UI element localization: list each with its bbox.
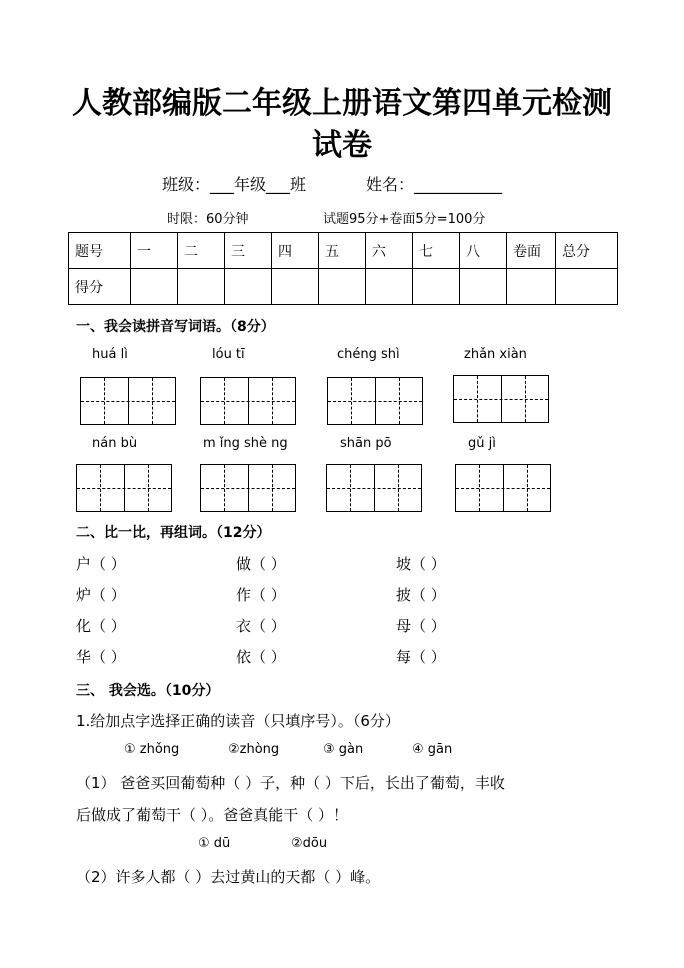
score-note: 试题95分+卷面5分=100分: [323, 212, 486, 227]
name-label: 姓名：___________: [366, 175, 503, 194]
score-row-label: 得分: [69, 269, 131, 305]
score-header-cell: 二: [178, 233, 225, 269]
score-cell[interactable]: [178, 269, 225, 305]
writing-grid[interactable]: [80, 377, 176, 425]
score-header-cell: 三: [225, 233, 272, 269]
score-header-cell: 六: [366, 233, 413, 269]
pinyin-6: m ǐng shè ng: [203, 436, 288, 451]
section3-heading: 三、 我会选。（10分）: [76, 683, 220, 699]
compare-item[interactable]: 每（ ）: [396, 648, 446, 666]
compare-item[interactable]: 炉（ ）: [76, 586, 126, 604]
score-table-header-row: [69, 233, 618, 269]
sentence-1a[interactable]: （1） 爸爸买回葡萄种（ ）子，种（ ）下后，长出了葡萄，丰收: [76, 774, 505, 792]
compare-item[interactable]: 作（ ）: [236, 586, 286, 604]
score-cell[interactable]: [413, 269, 460, 305]
option: ③ gàn: [323, 742, 364, 757]
score-cell[interactable]: [507, 269, 556, 305]
score-header-cell: 五: [319, 233, 366, 269]
score-cell[interactable]: [460, 269, 507, 305]
title-line-2: 试卷: [312, 128, 372, 163]
compare-item[interactable]: 披（ ）: [396, 586, 446, 604]
writing-grid[interactable]: [455, 464, 551, 512]
option: ②dōu: [291, 836, 328, 851]
score-table-score-row: [69, 269, 618, 305]
score-header-cell: 八: [460, 233, 507, 269]
question-1: 1.给加点字选择正确的读音（只填序号）。（6分）: [76, 712, 400, 730]
title-line-1: 人教部编版二年级上册语文第四单元检测: [72, 86, 612, 121]
option: ① zhǒng: [124, 742, 180, 757]
pinyin-1: huá lì: [92, 347, 128, 362]
compare-item[interactable]: 化（ ）: [76, 617, 126, 635]
compare-item[interactable]: 依（ ）: [236, 648, 286, 666]
pinyin-8: gǔ jì: [468, 436, 496, 451]
score-cell[interactable]: [319, 269, 366, 305]
score-header-cell: 七: [413, 233, 460, 269]
pinyin-4: zhǎn xiàn: [464, 347, 527, 362]
writing-grid[interactable]: [326, 464, 422, 512]
score-cell[interactable]: [556, 269, 618, 305]
compare-item[interactable]: 母（ ）: [396, 617, 446, 635]
score-header-cell: 卷面: [507, 233, 556, 269]
pinyin-7: shān pō: [340, 436, 392, 451]
score-cell[interactable]: [131, 269, 178, 305]
compare-item[interactable]: 华（ ）: [76, 648, 126, 666]
class-label: 班级：___年级___班: [162, 175, 307, 194]
writing-grid[interactable]: [76, 464, 172, 512]
compare-item[interactable]: 坡（ ）: [396, 555, 446, 573]
writing-grid[interactable]: [327, 377, 423, 425]
sentence-2[interactable]: （2）许多人都（ ）去过黄山的天都（ ）峰。: [76, 868, 381, 886]
score-header-cell: 题号: [69, 233, 131, 269]
sentence-1b[interactable]: 后做成了葡萄干（ ）。爸爸真能干（ ）！: [76, 806, 349, 824]
compare-item[interactable]: 户（ ）: [76, 555, 126, 573]
pinyin-5: nán bù: [92, 436, 138, 451]
score-table: [68, 232, 618, 305]
writing-grid[interactable]: [453, 375, 549, 423]
score-header-cell: 总分: [556, 233, 618, 269]
compare-item[interactable]: 衣（ ）: [236, 617, 286, 635]
compare-item[interactable]: 做（ ）: [236, 555, 286, 573]
writing-grid[interactable]: [200, 377, 296, 425]
score-cell[interactable]: [366, 269, 413, 305]
section1-heading: 一、我会读拼音写词语。（8分）: [76, 319, 275, 335]
writing-grid[interactable]: [200, 464, 296, 512]
score-cell[interactable]: [225, 269, 272, 305]
score-cell[interactable]: [272, 269, 319, 305]
option: ① dū: [198, 836, 231, 851]
time-limit: 时限：60分钟: [167, 212, 249, 227]
score-header-cell: 四: [272, 233, 319, 269]
option: ④ gān: [412, 742, 453, 757]
section2-heading: 二、比一比，再组词。（12分）: [76, 525, 271, 541]
score-header-cell: 一: [131, 233, 178, 269]
pinyin-3: chéng shì: [337, 347, 400, 362]
option: ②zhòng: [228, 742, 280, 757]
pinyin-2: lóu tī: [212, 347, 245, 362]
